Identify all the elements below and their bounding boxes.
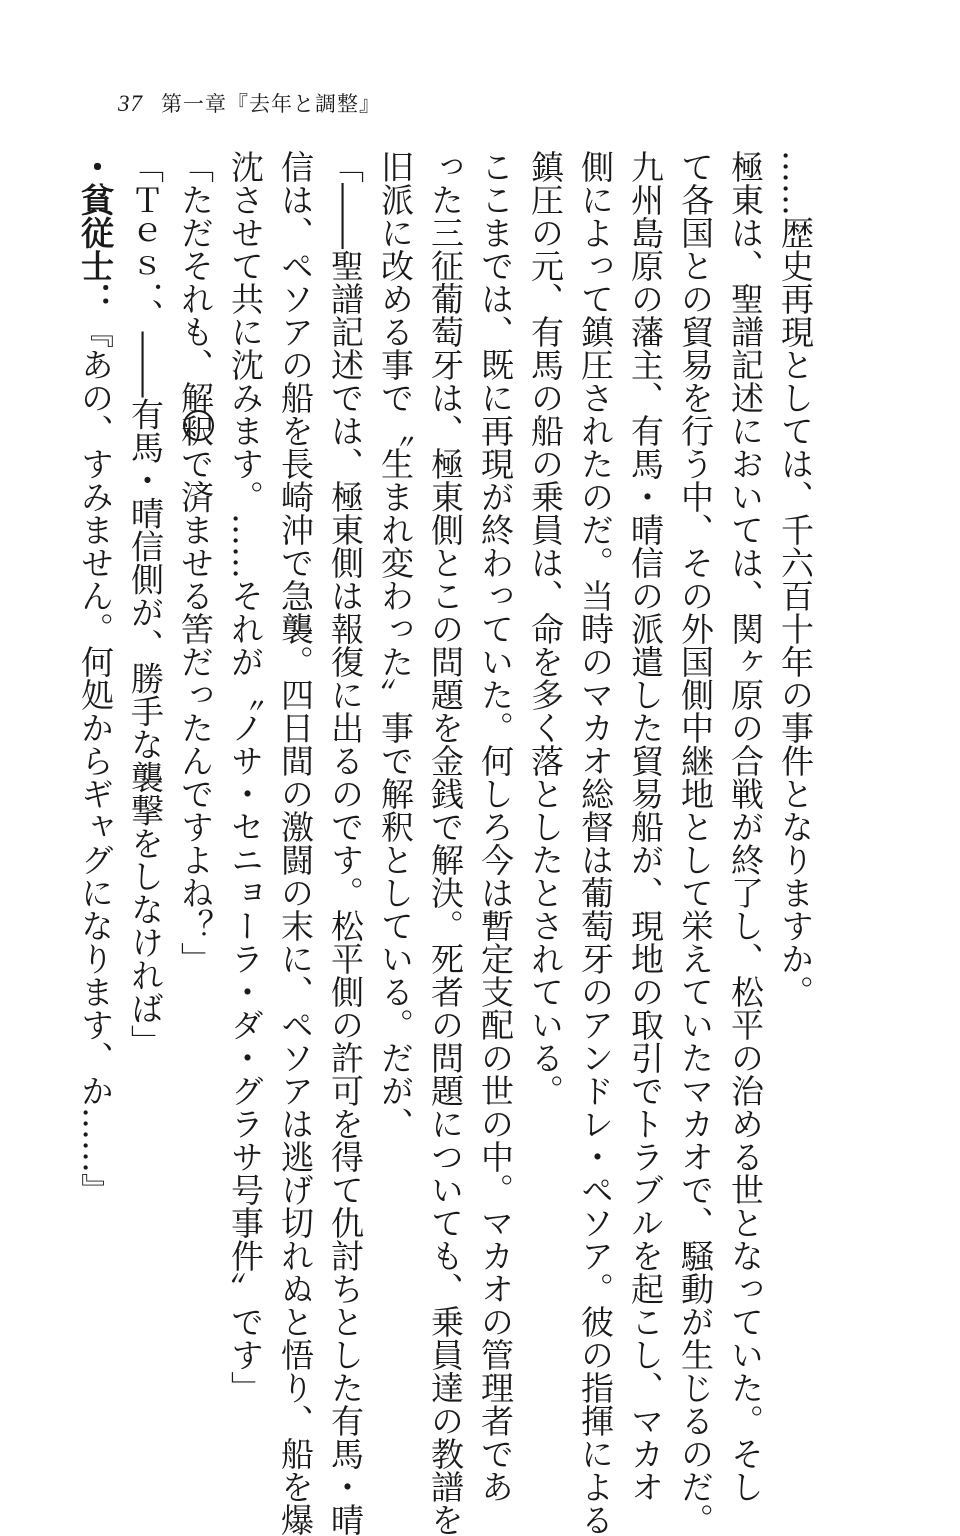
text-line: て各国との貿易を行う中、その外国側中継地として栄えていたマカオで、騒動が生じるのだ。 [676, 150, 715, 1536]
text-line: 「Ｔｅｓ．、――有馬・晴信側が、勝手な襲撃をしなければ」 [126, 150, 165, 1058]
page-number: 37 [118, 91, 143, 116]
vertical-body-text [76, 150, 820, 1536]
text-line: 側によって鎮圧されたのだ。当時のマカオ総督は葡萄牙のアンドレ・ペソア。彼の指揮による [576, 150, 615, 1536]
speaker-label: ・貧従士： [76, 150, 115, 315]
text-line: 「ただそれも、解釈で済ませる筈だったんですよね？」 [176, 150, 215, 975]
running-header [118, 88, 381, 118]
text-line: 九州島原の藩主、有馬・晴信の派遣した貿易船が、現地の取引でトラブルを起こし、マカオ [626, 150, 665, 1503]
text-line: った三征葡萄牙は、極東側とこの問題を金銭で解決。死者の問題についても、乗員達の教譜を [426, 150, 465, 1536]
text-line: 沈させて共に沈みます。……それが〝ノサ・セニョーラ・ダ・グラサ号事件〟です」 [226, 150, 265, 1404]
text-line: 信は、ペソアの船を長崎沖で急襲。四日間の激闘の末に、ペソアは逃げ切れぬと悟り、船を爆 [276, 150, 315, 1536]
text-line: 鎮圧の元、有馬の船の乗員は、命を多く落としたとされている。 [526, 150, 565, 1107]
text-line: 「――聖譜記述では、極東側は報復に出るのです。松平側の許可を得て仇討ちとした有馬・晴 [326, 150, 365, 1536]
text-line: ここまでは、既に再現が終わっていた。何しろ今は暫定支配の世の中。マカオの管理者であ [476, 150, 515, 1503]
chapter-title: 第一章『去年と調整』 [161, 92, 381, 116]
text-line: 極東は、聖譜記述においては、関ヶ原の合戦が終了し、松平の治める世となっていた。そし [726, 150, 765, 1503]
dialogue-text: 『あの、すみません。何処からギャグになります、か……』 [76, 315, 115, 1206]
text-line: 旧派に改める事で〝生まれ変わった〟事で解釈としている。だが、 [376, 150, 415, 1140]
dialogue-line [70, 150, 120, 1275]
text-line: ……歴史再現としては、千六百十年の事件となりますか。 [776, 150, 815, 1008]
circle-mark-icon [183, 410, 214, 441]
